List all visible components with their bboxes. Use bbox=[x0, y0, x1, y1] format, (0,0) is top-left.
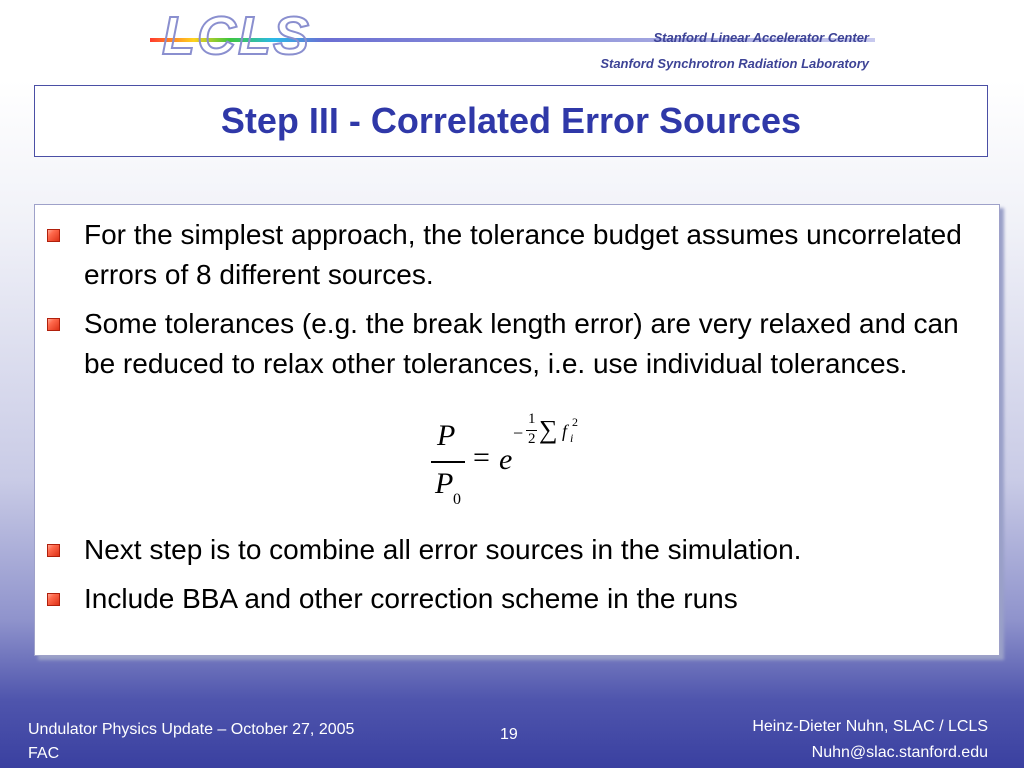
footer-email: Nuhn@slac.stanford.edu bbox=[811, 744, 988, 761]
formula-base: e bbox=[499, 443, 513, 476]
probability-formula bbox=[431, 411, 601, 515]
formula-exp-superscript: 2 bbox=[572, 415, 578, 429]
org-name-slac: Stanford Linear Accelerator Center bbox=[653, 30, 869, 45]
footer-left bbox=[28, 718, 354, 766]
bullet-item bbox=[47, 215, 967, 295]
org-name-ssrl: Stanford Synchrotron Radiation Laboratory bbox=[600, 56, 869, 71]
footer-committee: FAC bbox=[28, 745, 60, 762]
red-square-bullet-icon bbox=[47, 318, 60, 331]
formula-exp-f: f bbox=[562, 421, 568, 441]
bullet-item bbox=[47, 304, 967, 384]
slide-title: Step III - Correlated Error Sources bbox=[220, 100, 802, 141]
title-box bbox=[34, 85, 988, 157]
lcls-logo: LCLS bbox=[162, 6, 311, 66]
formula-exp-numerator: 1 bbox=[528, 411, 536, 427]
footer-author: Heinz-Dieter Nuhn, SLAC / LCLS bbox=[752, 718, 988, 735]
bullet-text: For the simplest approach, the tolerance budget assumes uncorrelated errors of 8 different sources. bbox=[84, 219, 962, 290]
footer-event: Undulator Physics Update – October 27, 2005 bbox=[28, 721, 355, 738]
bullet-text: Include BBA and other correction scheme in the runs bbox=[84, 583, 738, 614]
bullet-text: Some tolerances (e.g. the break length error) are very relaxed and can be reduced to relax other tolerances, i.e. use individual tolerances. bbox=[84, 308, 959, 379]
bullet-item bbox=[47, 579, 967, 619]
footer-right bbox=[752, 714, 988, 766]
red-square-bullet-icon bbox=[47, 229, 60, 242]
formula-exp-minus: − bbox=[513, 423, 524, 443]
formula-exp-subscript: i bbox=[570, 431, 574, 445]
formula-fraction-bar bbox=[431, 461, 465, 463]
formula-equals: = bbox=[473, 441, 490, 474]
content-box bbox=[34, 204, 1000, 656]
red-square-bullet-icon bbox=[47, 544, 60, 557]
formula-exp-denominator: 2 bbox=[528, 431, 536, 447]
bullet-item bbox=[47, 530, 967, 570]
formula-denominator: P bbox=[435, 467, 454, 500]
formula-denominator-subscript: 0 bbox=[453, 491, 461, 508]
bullet-text: Next step is to combine all error sources in the simulation. bbox=[84, 534, 802, 565]
red-square-bullet-icon bbox=[47, 593, 60, 606]
slide-header bbox=[0, 0, 1024, 78]
formula-numerator: P bbox=[437, 419, 456, 452]
page-number: 19 bbox=[500, 726, 518, 743]
formula-sum-symbol: ∑ bbox=[539, 415, 558, 444]
